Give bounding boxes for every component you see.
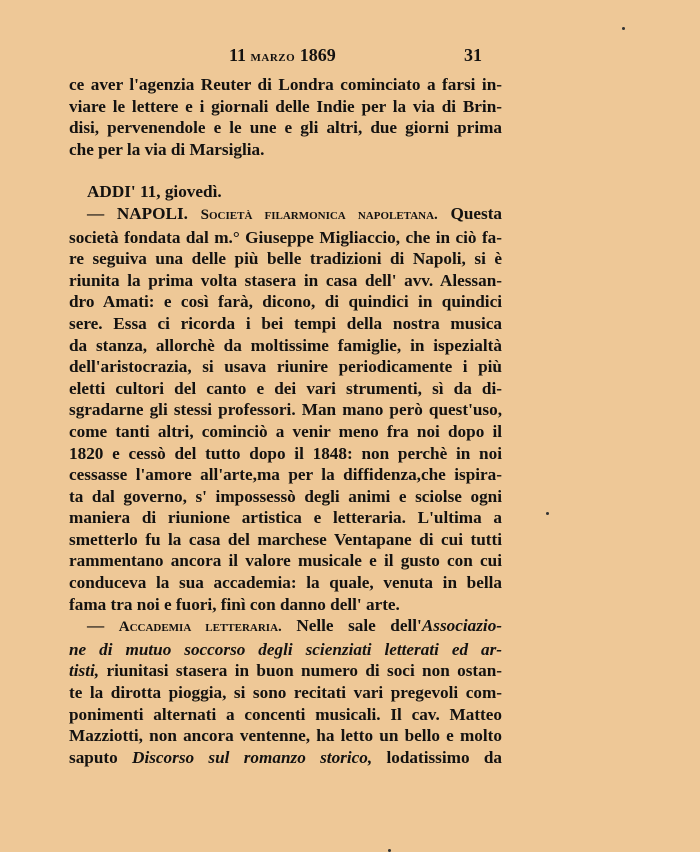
page-number: 31 — [464, 45, 482, 65]
text-line: smetterlo fu la casa del marchese Ventapane di cui tutti — [69, 529, 502, 549]
text-fragment: Questa — [450, 203, 503, 223]
text-fragment: riunitasi stasera in buon numero di soci non ostan- — [106, 661, 502, 681]
text-line — [69, 203, 502, 227]
header-month: marzo — [250, 49, 296, 65]
text-line: disi, pervenendole e le une e gli altri, due giorni prima — [69, 118, 502, 138]
text-line: maniera di riunione artistica e letteraria. L'ultima a — [69, 508, 502, 528]
italic-fragment: Associazio- — [421, 616, 503, 636]
header-date — [229, 45, 336, 66]
text-line — [69, 747, 502, 769]
text-line — [69, 660, 502, 682]
text-line: eletti cultori del canto e dei vari strumenti, sì da di- — [69, 378, 502, 398]
text-line: ponimenti alternati a concenti musicali. Il cav. Matteo — [69, 704, 502, 724]
text-line: ce aver l'agenzia Reuter di Londra cominciato a farsi in- — [69, 75, 502, 94]
paper-speck — [622, 27, 625, 30]
italic-fragment: tisti, — [69, 661, 100, 681]
text-line: fama tra noi e fuori, finì con danno dell' arte. — [69, 594, 400, 614]
text-line: Mazziotti, non ancora ventenne, ha letto un bello e molto — [69, 726, 502, 746]
text-line: viare le lettere e i giornali delle Indie per la via di Brin- — [69, 96, 502, 116]
text-line: sgradarne gli stessi professori. Man mano però quest'uso, — [69, 400, 502, 420]
text-line: dro Amati: e così farà, dicono, di quindici in quindici — [69, 292, 502, 312]
accademia-title: Accademia letteraria. — [118, 619, 282, 636]
paper-speck — [546, 512, 549, 515]
text-line: riunita la prima volta stasera in casa dell' avv. Alessan- — [69, 270, 502, 290]
italic-fragment: Discorso sul romanzo storico, — [132, 747, 373, 767]
text-line: sere. Essa ci ricorda i bei tempi della nostra musica — [69, 313, 502, 333]
header-year: 1869 — [299, 45, 336, 65]
text-line: ta dal governo, s' impossessò degli animi e sciolse ogni — [69, 486, 502, 506]
text-line: società fondata dal m.° Giuseppe Migliaccio, che in ciò fa- — [69, 227, 502, 247]
text-line: ne di mutuo soccorso degli scienziati letterati ed ar- — [69, 639, 502, 659]
text-line: re seguiva una delle più belle tradizioni di Napoli, si è — [69, 249, 502, 269]
section-gap — [69, 160, 502, 181]
text-line: dell'aristocrazia, si usava riunire periodicamente i più — [69, 357, 502, 377]
text-line — [69, 615, 502, 639]
text-line: te la dirotta pioggia, si sono recitati vari pregevoli com- — [69, 683, 502, 703]
page-body — [69, 74, 502, 768]
text-line: da stanza, allorchè da moltissime famiglie, in ispezialtà — [69, 335, 502, 355]
text-line: cessasse l'amore all'arte,ma per la diffidenza,che ispira- — [69, 465, 502, 485]
text-fragment: lodatissimo da — [386, 747, 503, 767]
header-day: 11 — [229, 45, 247, 65]
text-line: come tanti altri, cominciò a venir meno fra noi dopo il — [69, 421, 502, 441]
text-fragment: saputo — [69, 747, 118, 767]
text-line: rammentano ancora il valore musicale e il gusto con cui — [69, 551, 502, 571]
running-header — [0, 45, 700, 69]
text-line: che per la via di Marsiglia. — [69, 139, 265, 159]
society-name: Società filarmonica napoletana. — [200, 206, 438, 223]
text-line: conduceva la sua accademia: la quale, venuta in bella — [69, 573, 502, 593]
text-line: 1820 e cessò del tutto dopo il 1848: non perchè in noi — [69, 443, 502, 463]
napoli-dash: — NAPOLI. — [87, 203, 188, 223]
accademia-dash: — — [87, 616, 105, 636]
entry-heading: ADDI' 11, giovedì. — [87, 182, 222, 202]
text-fragment: Nelle sale dell' — [296, 616, 422, 636]
